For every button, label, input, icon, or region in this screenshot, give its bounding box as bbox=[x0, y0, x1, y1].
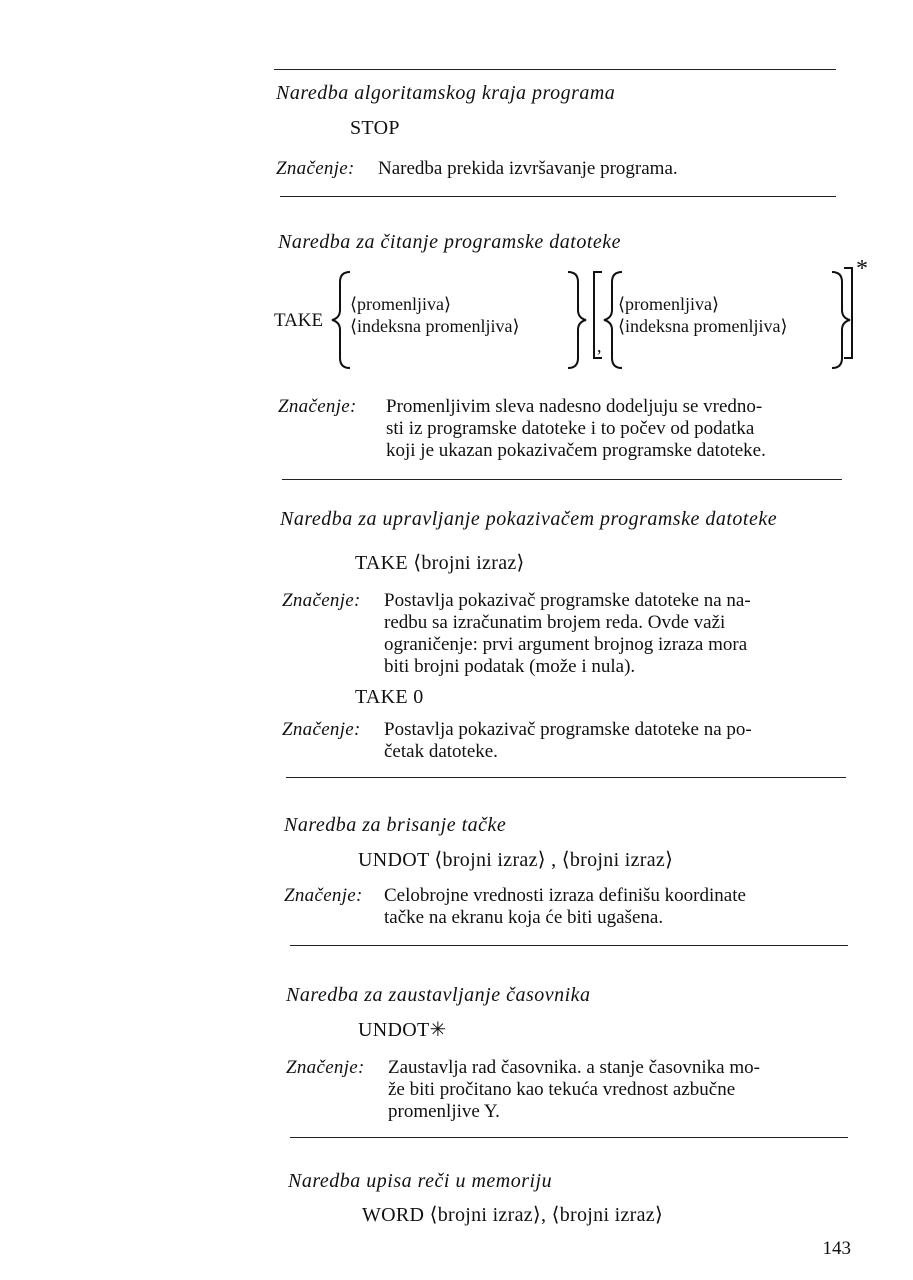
meaning-line: sti iz programske datoteke i to počev od podatka bbox=[386, 418, 755, 439]
take-syntax-diagram bbox=[272, 256, 882, 382]
option-indexed-variable: ⟨indeksna promenljiva⟩ bbox=[350, 316, 520, 336]
meaning-line: Postavlja pokazivač programske datoteke na na- bbox=[384, 590, 751, 611]
repeat-asterisk: * bbox=[856, 256, 868, 282]
meaning-text bbox=[388, 1057, 851, 1123]
statement-syntax: UNDOT ⟨brojni izraz⟩ , ⟨brojni izraz⟩ bbox=[358, 849, 674, 871]
section-heading: Naredba za upravljanje pokazivačem programske datoteke bbox=[280, 508, 778, 530]
option-variable: ⟨promenljiva⟩ bbox=[350, 294, 452, 314]
meaning-line: redbu sa izračunatim brojem reda. Ovde važi bbox=[384, 612, 726, 633]
meaning-label: Značenje: bbox=[284, 885, 363, 906]
meaning-line: Naredba prekida izvršavanje programa. bbox=[378, 158, 678, 179]
meaning-line: Zaustavlja rad časovnika. a stanje časovnika mo- bbox=[388, 1057, 760, 1078]
meaning-line: biti brojni podatak (može i nula). bbox=[384, 656, 636, 677]
meaning-line: Promenljivim sleva nadesno dodeljuju se vredno- bbox=[386, 396, 763, 417]
meaning-block bbox=[282, 719, 847, 765]
meaning-text bbox=[384, 719, 847, 763]
meaning-line: že biti pročitano kao tekuća vrednost azbučne bbox=[388, 1079, 736, 1100]
meaning-line: Celobrojne vrednosti izraza definišu koordinate bbox=[384, 885, 746, 906]
section-divider bbox=[290, 1137, 848, 1138]
option-variable: ⟨promenljiva⟩ bbox=[618, 294, 720, 314]
meaning-text bbox=[384, 885, 849, 929]
meaning-label: Značenje: bbox=[278, 396, 357, 417]
section-divider bbox=[274, 69, 836, 70]
section-heading: Naredba algoritamskog kraja programa bbox=[276, 82, 616, 104]
statement-syntax: WORD ⟨brojni izraz⟩, ⟨brojni izraz⟩ bbox=[362, 1204, 664, 1226]
statement-syntax: TAKE 0 bbox=[355, 686, 424, 708]
section-divider bbox=[282, 479, 842, 480]
statement-syntax: UNDOT✳ bbox=[358, 1019, 447, 1041]
meaning-block bbox=[284, 885, 849, 931]
statement-syntax: TAKE ⟨brojni izraz⟩ bbox=[355, 552, 525, 574]
meaning-text bbox=[378, 158, 836, 180]
statement-syntax: STOP bbox=[350, 117, 400, 139]
option-indexed-variable: ⟨indeksna promenljiva⟩ bbox=[618, 316, 788, 336]
meaning-label: Značenje: bbox=[286, 1057, 365, 1078]
section-heading: Naredba za čitanje programske datoteke bbox=[278, 231, 622, 253]
meaning-line: ograničenje: prvi argument brojnog izraza mora bbox=[384, 634, 748, 655]
meaning-block bbox=[276, 158, 836, 182]
meaning-block bbox=[282, 590, 847, 682]
meaning-label: Značenje: bbox=[282, 590, 361, 611]
section-divider bbox=[290, 945, 848, 946]
meaning-line: četak datoteke. bbox=[384, 741, 498, 762]
section-heading: Naredba upisa reči u memoriju bbox=[288, 1170, 553, 1192]
section-divider bbox=[280, 196, 836, 197]
section-divider bbox=[286, 777, 846, 778]
meaning-line: koji je ukazan pokazivačem programske datoteke. bbox=[386, 440, 766, 461]
take-keyword: TAKE bbox=[274, 310, 324, 331]
meaning-text bbox=[384, 590, 847, 678]
section-heading: Naredba za zaustavljanje časovnika bbox=[286, 984, 591, 1006]
meaning-block bbox=[286, 1057, 851, 1125]
meaning-line: promenljive Y. bbox=[388, 1101, 500, 1122]
repeat-separator: , bbox=[597, 336, 602, 356]
page-number: 143 bbox=[822, 1238, 851, 1259]
meaning-text bbox=[386, 396, 843, 462]
meaning-label: Značenje: bbox=[276, 158, 355, 179]
meaning-line: Postavlja pokazivač programske datoteke na po- bbox=[384, 719, 752, 740]
meaning-label: Značenje: bbox=[282, 719, 361, 740]
meaning-block bbox=[278, 396, 843, 466]
meaning-line: tačke na ekranu koja će biti ugašena. bbox=[384, 907, 664, 928]
section-heading: Naredba za brisanje tačke bbox=[284, 814, 507, 836]
